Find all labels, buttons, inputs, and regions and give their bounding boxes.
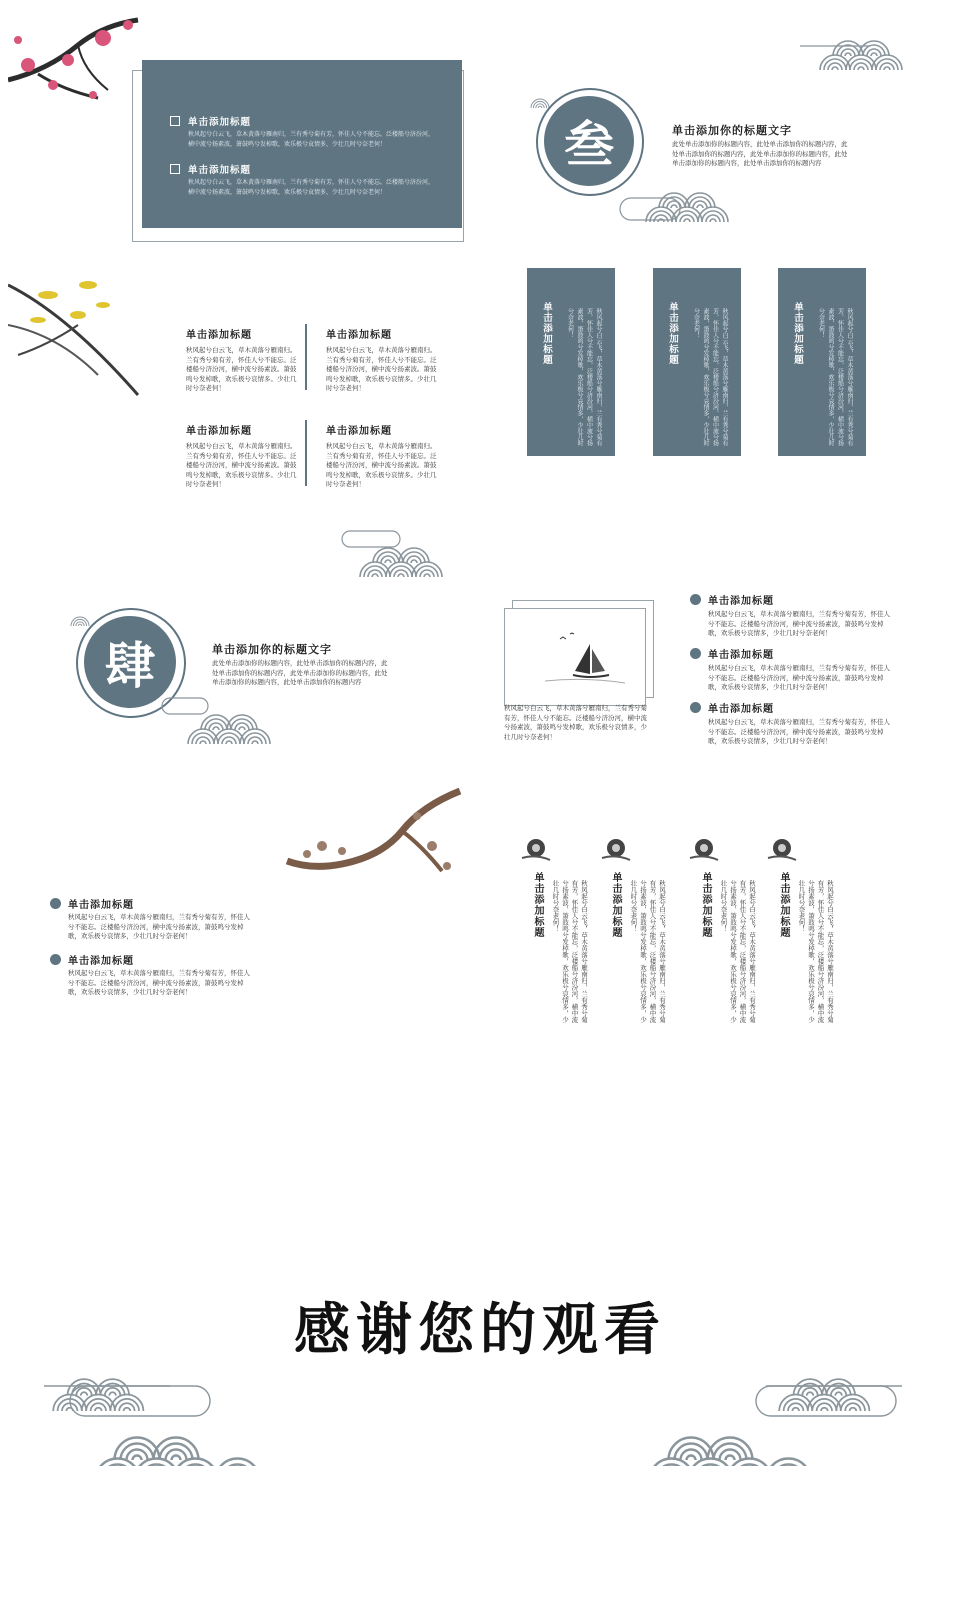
- panel-title: 单击添加标题: [792, 302, 803, 365]
- item-body: 秋风起兮白云飞，草木黄落兮雁南归。兰有秀兮菊有芳，怀佳人兮不能忘。泛楼船兮济汾河，横中流兮扬素波。箫鼓鸣兮发棹歌，欢乐极兮哀情多。少壮几时兮奈老何！: [326, 346, 437, 392]
- item-body: 秋风起兮白云飞，草木黄落兮雁南归，兰有秀兮菊有芳，怀佳人兮不能忘。泛楼船兮济汾河，横中流兮扬素波，箫鼓鸣兮发棹歌，欢乐极兮哀情多，少壮几时兮奈老何！: [188, 131, 435, 148]
- cloud-ornament-icon: [646, 1356, 908, 1466]
- item-title: 单击添加标题: [68, 900, 134, 911]
- item-body: 秋风起兮白云飞，草木黄落兮雁南归，兰有秀兮菊有芳，怀佳人兮不能忘。泛楼船兮济汾河，横中流兮扬素波，箫鼓鸣兮发棹歌，欢乐极兮哀情多，少壮几时兮奈老何！: [68, 969, 250, 996]
- column-body: 秋风起兮白云飞，草木黄落兮雁南归，兰有秀兮菊有芳，怀佳人兮不能忘，泛楼船兮济汾河，横中流兮扬素波，箫鼓鸣兮发棹歌，欢乐极兮哀情多，少壮几时兮奈老何！: [719, 880, 756, 1023]
- section-body: 此处单击添加你的标题内容，此处单击添加你的标题内容，此处单击添加你的标题内容，此处单击添加你的标题内容，此处单击添加你的标题内容，此处单击添加你的标题内容: [672, 140, 848, 167]
- panel-body: 秋风起兮白云飞，草木黄落兮雁南归，兰有秀兮菊有芳，怀佳人兮不能忘，泛楼船兮济汾河，横中流兮扬素波，箫鼓鸣兮发棹歌，欢乐极兮哀情多，少壮几时兮奈老何！: [692, 308, 728, 446]
- panel-body: 秋风起兮白云飞，草木黄落兮雁南归，兰有秀兮菊有芳，怀佳人兮不能忘，泛楼船兮济汾河，横中流兮扬素波，箫鼓鸣兮发棹歌，欢乐极兮哀情多，少壮几时兮奈老何！: [566, 308, 602, 446]
- panel-title: 单击添加标题: [667, 302, 678, 365]
- item-title: 单击添加标题: [188, 165, 252, 176]
- cloud-ornament-icon: [340, 525, 470, 580]
- section-heading: 单击添加你的标题文字: [672, 124, 792, 137]
- cloud-ornament-icon: [40, 1356, 300, 1466]
- column-title: 单击添加标题: [700, 872, 711, 938]
- item-body: 秋风起兮白云飞，草木黄落兮雁南归，兰有秀兮菊有芳，怀佳人兮不能忘。泛楼船兮济汾河，横中流兮扬素波，箫鼓鸣兮发棹歌，欢乐极兮哀情多，少壮几时兮奈老何！: [188, 179, 435, 196]
- item-title: 单击添加标题: [708, 704, 774, 715]
- column-body: 秋风起兮白云飞，草木黄落兮雁南归，兰有秀兮菊有芳，怀佳人兮不能忘，泛楼船兮济汾河，横中流兮扬素波，箫鼓鸣兮发棹歌，欢乐极兮哀情多，少壮几时兮奈老何！: [551, 880, 588, 1023]
- item-body: 秋风起兮白云飞，草木黄落兮雁南归。兰有秀兮菊有芳，怀佳人兮不能忘。泛楼船兮济汾河，横中流兮扬素波。箫鼓鸣兮发棹歌，欢乐极兮哀情多。少壮几时兮奈老何！: [186, 442, 297, 488]
- divider: [305, 324, 307, 390]
- bullet-icon: [50, 954, 61, 965]
- cloud-ornament-icon: [800, 18, 930, 73]
- item-body: 秋风起兮白云飞，草木黄落兮雁南归，兰有秀兮菊有芳，怀佳人兮不能忘。泛楼船兮济汾河，横中流兮扬素波，箫鼓鸣兮发棹歌，欢乐极兮哀情多，少壮几时兮奈老何！: [708, 610, 890, 637]
- column-body: 秋风起兮白云飞，草木黄落兮雁南归，兰有秀兮菊有芳，怀佳人兮不能忘，泛楼船兮济汾河，横中流兮扬素波，箫鼓鸣兮发棹歌，欢乐极兮哀情多，少壮几时兮奈老何！: [629, 880, 666, 1023]
- item-title: 单击添加标题: [188, 117, 252, 128]
- item-title: 单击添加标题: [326, 330, 392, 341]
- plum-branch-illustration: [282, 786, 462, 896]
- item-body: 秋风起兮白云飞，草木黄落兮雁南归，兰有秀兮菊有芳，怀佳人兮不能忘。泛楼船兮济汾河，横中流兮扬素波，箫鼓鸣兮发棹歌，欢乐极兮哀情多，少壮几时兮奈老何！: [68, 913, 250, 940]
- section-heading: 单击添加你的标题文字: [212, 643, 332, 656]
- item-title: 单击添加标题: [326, 426, 392, 437]
- peony-icon: [764, 834, 800, 864]
- section-numeral: 叁: [544, 96, 634, 186]
- column-body: 秋风起兮白云飞，草木黄落兮雁南归，兰有秀兮菊有芳，怀佳人兮不能忘，泛楼船兮济汾河，横中流兮扬素波，箫鼓鸣兮发棹歌，欢乐极兮哀情多，少壮几时兮奈老何！: [797, 880, 834, 1023]
- yellow-flower-illustration: [8, 265, 148, 400]
- bullet-icon: [50, 898, 61, 909]
- image-frame: [504, 608, 646, 706]
- vertical-panel: [653, 268, 741, 456]
- item-title: 单击添加标题: [186, 426, 252, 437]
- vertical-panel: [527, 268, 615, 456]
- sailboat-painting: [505, 609, 645, 705]
- cloud-ornament-icon: [160, 692, 280, 748]
- cloud-ornament-icon: [618, 170, 738, 226]
- item-title: 单击添加标题: [186, 330, 252, 341]
- item-title: 单击添加标题: [708, 650, 774, 661]
- panel-title: 单击添加标题: [541, 302, 552, 365]
- section-numeral: 肆: [84, 616, 176, 708]
- column-title: 单击添加标题: [610, 872, 621, 938]
- column-title: 单击添加标题: [532, 872, 543, 938]
- checkbox-icon[interactable]: [170, 116, 180, 126]
- thank-you-heading: 感谢您的观看: [294, 1297, 666, 1363]
- peony-icon: [518, 834, 554, 864]
- section-body: 此处单击添加你的标题内容，此处单击添加你的标题内容，此处单击添加你的标题内容，此处单击添加你的标题内容，此处单击添加你的标题内容，此处单击添加你的标题内容: [212, 659, 388, 686]
- divider: [305, 420, 307, 486]
- vertical-panel: [778, 268, 866, 456]
- item-body: 秋风起兮白云飞，草木黄落兮雁南归。兰有秀兮菊有芳，怀佳人兮不能忘。泛楼船兮济汾河，横中流兮扬素波。箫鼓鸣兮发棹歌，欢乐极兮哀情多。少壮几时兮奈老何！: [186, 346, 297, 392]
- item-body: 秋风起兮白云飞，草木黄落兮雁南归，兰有秀兮菊有芳，怀佳人兮不能忘。泛楼船兮济汾河，横中流兮扬素波，箫鼓鸣兮发棹歌，欢乐极兮哀情多，少壮几时兮奈老何！: [708, 718, 890, 745]
- peony-icon: [686, 834, 722, 864]
- content-panel: [142, 60, 462, 228]
- item-title: 单击添加标题: [68, 956, 134, 967]
- column-title: 单击添加标题: [778, 872, 789, 938]
- image-caption: 秋风起兮白云飞，草木黄落兮雁南归，兰有秀兮菊有芳，怀佳人兮不能忘。泛楼船兮济汾河，横中流兮扬素波，箫鼓鸣兮发棹歌，欢乐极兮哀情多，少壮几时兮奈老何！: [504, 704, 647, 741]
- item-body: 秋风起兮白云飞，草木黄落兮雁南归，兰有秀兮菊有芳，怀佳人兮不能忘。泛楼船兮济汾河，横中流兮扬素波，箫鼓鸣兮发棹歌，欢乐极兮哀情多，少壮几时兮奈老何！: [708, 664, 890, 691]
- bullet-icon: [690, 702, 701, 713]
- bullet-icon: [690, 594, 701, 605]
- peony-icon: [598, 834, 634, 864]
- bullet-icon: [690, 648, 701, 659]
- panel-body: 秋风起兮白云飞，草木黄落兮雁南归，兰有秀兮菊有芳，怀佳人兮不能忘，泛楼船兮济汾河，横中流兮扬素波，箫鼓鸣兮发棹歌，欢乐极兮哀情多，少壮几时兮奈老何！: [817, 308, 853, 446]
- item-title: 单击添加标题: [708, 596, 774, 607]
- checkbox-icon[interactable]: [170, 164, 180, 174]
- item-body: 秋风起兮白云飞，草木黄落兮雁南归。兰有秀兮菊有芳，怀佳人兮不能忘。泛楼船兮济汾河，横中流兮扬素波。箫鼓鸣兮发棹歌，欢乐极兮哀情多。少壮几时兮奈老何！: [326, 442, 437, 488]
